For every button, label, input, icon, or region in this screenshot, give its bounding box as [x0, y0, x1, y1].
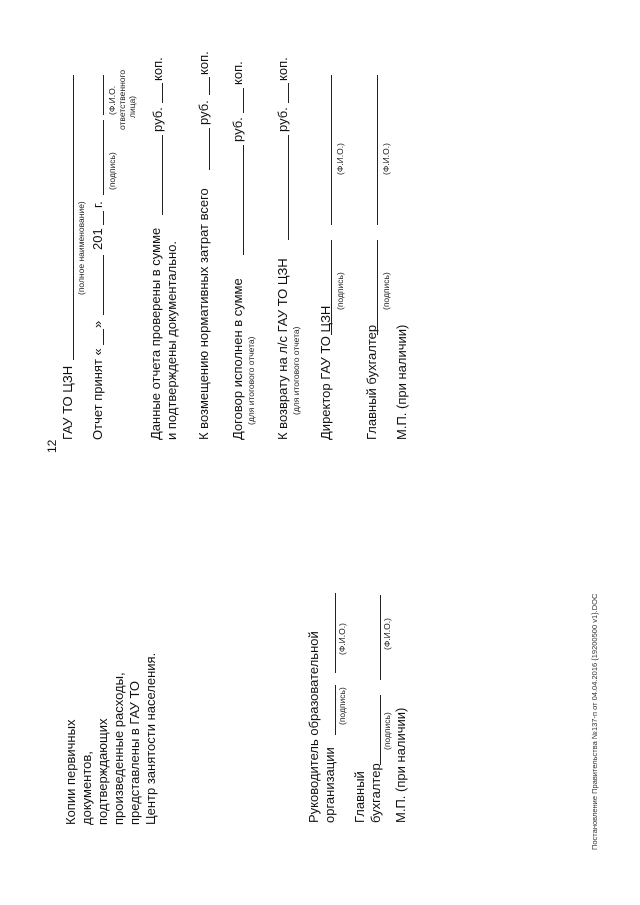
checked-line1: Данные отчета проверены в сумме: [148, 227, 163, 440]
org-full-name-line: [73, 75, 74, 360]
refund-label: К возврату на л/с ГАУ ТО ЦЗН: [275, 258, 290, 440]
refund-final-caption: (для итогового отчета): [291, 326, 301, 415]
director-fio-line: [331, 75, 332, 225]
left-accountant-line1: Главный: [352, 771, 367, 823]
report-signature-line: [103, 120, 104, 195]
reimburse-rub-line: [209, 128, 210, 170]
head-fio-line: [335, 593, 336, 673]
contract-rub-line: [243, 145, 244, 255]
contract-final-caption: (для итогового отчета): [246, 336, 256, 425]
left-accountant-signature-line: [380, 695, 381, 765]
report-signature-caption: (подпись): [107, 152, 117, 190]
year-suffix: г.: [90, 201, 105, 208]
head-signature-line: [335, 685, 336, 735]
reimburse-kop-line: [209, 77, 210, 95]
left-accountant-line2: бухгалтер: [368, 763, 383, 823]
chief-accountant-fio-caption: (Ф.И.О.): [381, 143, 391, 175]
report-day-line: [103, 329, 104, 345]
director-fio-caption: (Ф.И.О.): [335, 143, 345, 175]
report-year-line: [103, 211, 104, 225]
reimburse-kop: коп.: [196, 51, 211, 75]
left-seal-label: М.П. (при наличии): [393, 707, 408, 823]
report-accepted-prefix: Отчет принят «: [90, 348, 105, 440]
contract-rub: руб.: [230, 117, 245, 142]
copies-note: Копии первичных документов, подтверждающих произведенные расходы, представлены в ГАУ ТО Центр занятости населения.: [63, 652, 158, 825]
head-signature-caption: (подпись): [337, 687, 347, 725]
contract-kop-line: [243, 88, 244, 113]
checked-kop: коп.: [150, 57, 165, 81]
reimburse-rub: руб.: [196, 100, 211, 125]
director-signature-caption: (подпись): [335, 272, 345, 310]
contract-kop: коп.: [230, 61, 245, 85]
report-responsible-line: [103, 75, 104, 115]
head-title-line2: организации: [322, 747, 337, 823]
head-title-line1: Руководитель образовательной: [306, 631, 321, 823]
refund-kop-line: [288, 83, 289, 103]
checked-rub: руб.: [150, 107, 165, 132]
director-signature-line: [331, 240, 332, 335]
reimburse-label: К возмещению нормативных затрат всего: [196, 188, 211, 440]
chief-accountant-label: Главный бухгалтер: [364, 324, 379, 440]
year-prefix: 201: [90, 228, 105, 250]
right-seal-label: М.П. (при наличии): [394, 324, 409, 440]
left-accountant-fio-line: [380, 595, 381, 680]
report-accepted-mid: »: [90, 320, 105, 328]
responsible-caption-line3: лица): [127, 95, 137, 118]
director-label: Директор ГАУ ТО ЦЗН: [318, 305, 333, 440]
org-label: ГАУ ТО ЦЗН: [60, 365, 75, 440]
full-name-caption: (полное наименование): [76, 201, 86, 295]
checked-kop-line: [162, 83, 163, 103]
refund-kop: коп.: [275, 57, 290, 81]
page-number: 12: [45, 439, 59, 453]
left-accountant-signature-caption: (подпись): [382, 712, 392, 750]
chief-accountant-signature-line: [377, 240, 378, 335]
responsible-caption-line1: (Ф.И.О.: [107, 85, 117, 115]
refund-rub: руб.: [275, 107, 290, 132]
chief-accountant-signature-caption: (подпись): [381, 272, 391, 310]
checked-line2: и подтверждены документально.: [164, 240, 179, 440]
responsible-caption-line2: ответственного: [117, 69, 127, 130]
left-accountant-fio-caption: (Ф.И.О.): [382, 618, 392, 650]
refund-rub-line: [288, 135, 289, 240]
head-fio-caption: (Ф.И.О.): [337, 623, 347, 655]
report-month-line: [103, 255, 104, 315]
footer-document-reference: Постановление Правительства №137-п от 04.04.2016 {19200500 v1}.DOC: [590, 593, 599, 850]
contract-done-label: Договор исполнен в сумме: [230, 278, 245, 440]
chief-accountant-fio-line: [377, 75, 378, 225]
checked-rub-line: [162, 135, 163, 215]
